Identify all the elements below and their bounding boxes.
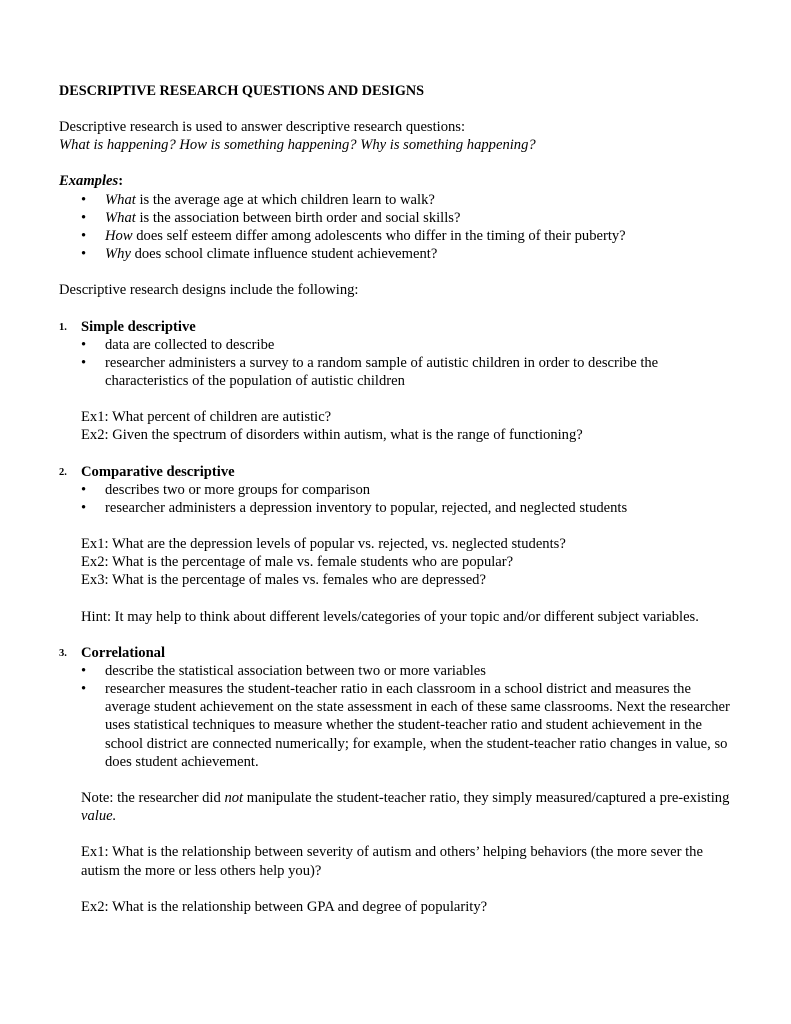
list-item: • researcher measures the student-teacher ratio in each classroom in a school district and measures the average student achievement on the state assessment in each of these same classrooms. Next the researcher uses statistical techniques to measure whether the student-teacher ratio and student achievement in the school district are connected numerically; for example, when the student-teacher ratio changes in value, so does student achievement.: [81, 681, 730, 770]
document-title: DESCRIPTIVE RESEARCH QUESTIONS AND DESIGNS: [59, 83, 425, 99]
list-item: • What is the association between birth order and social skills?: [81, 209, 461, 226]
bullet-icon: •: [81, 681, 87, 698]
section-3-bullets: [59, 662, 739, 771]
document-page: [59, 82, 739, 916]
note-text: Note: the researcher did not manipulate the student-teacher ratio, they simply measured/captured a pre-existing value.: [81, 790, 730, 825]
bullet-icon: •: [81, 246, 87, 263]
bullet-icon: •: [81, 191, 87, 208]
examples-list: [59, 191, 739, 264]
example-question: Ex1: What are the depression levels of popular vs. rejected, vs. neglected students?: [81, 536, 566, 553]
examples-heading: [59, 172, 739, 190]
list-item: • What is the average age at which children learn to walk?: [81, 191, 435, 208]
list-item: • researcher administers a survey to a random sample of autistic children in order to describe the characteristics of the population of autistic children: [81, 354, 659, 390]
example-question: Ex1: What is the relationship between severity of autism and others’ helping behaviors (the more sever the autism the more or less others help you)?: [81, 844, 703, 879]
list-item: • data are collected to describe: [81, 336, 275, 353]
designs-intro: Descriptive research designs include the following:: [59, 282, 359, 299]
examples-colon: :: [118, 173, 124, 190]
section-number: 1.: [59, 321, 67, 333]
list-item: • researcher administers a depression inventory to popular, rejected, and neglected students: [81, 499, 628, 516]
section-3-heading: [59, 644, 739, 662]
section-1-heading: [59, 318, 739, 336]
bullet-icon: •: [81, 481, 87, 498]
example-question: Ex2: What is the percentage of male vs. female students who are popular?: [81, 554, 514, 571]
example-question: Ex3: What is the percentage of males vs. females who are depressed?: [81, 572, 486, 589]
list-item: • describes two or more groups for comparison: [81, 481, 371, 498]
example-question: Ex1: What percent of children are autistic?: [81, 409, 332, 426]
section-number: 2.: [59, 466, 67, 478]
examples-label: Examples: [59, 173, 119, 190]
example-question: Ex2: What is the relationship between GPA and degree of popularity?: [81, 898, 488, 915]
intro-questions: What is happening? How is something happening? Why is something happening?: [59, 137, 536, 154]
bullet-icon: •: [81, 499, 87, 516]
list-item: • How does self esteem differ among adolescents who differ in the timing of their puberty?: [81, 228, 626, 245]
section-2-heading: [59, 463, 739, 481]
hint-text: Hint: It may help to think about different levels/categories of your topic and/or different subject variables.: [81, 608, 699, 625]
section-title: Simple descriptive: [81, 318, 196, 335]
list-item: • Why does school climate influence student achievement?: [81, 246, 438, 263]
section-number: 3.: [59, 647, 67, 659]
bullet-icon: •: [81, 354, 87, 371]
bullet-icon: •: [81, 209, 87, 226]
bullet-icon: •: [81, 228, 87, 245]
section-title: Correlational: [81, 644, 166, 661]
intro-text: Descriptive research is used to answer descriptive research questions:: [59, 119, 466, 135]
section-title: Comparative descriptive: [81, 463, 235, 480]
section-2-bullets: [59, 481, 739, 517]
bullet-icon: •: [81, 662, 87, 679]
bullet-icon: •: [81, 336, 87, 353]
list-item: • describe the statistical association between two or more variables: [81, 662, 486, 679]
example-question: Ex2: Given the spectrum of disorders within autism, what is the range of functioning?: [81, 427, 583, 444]
section-1-bullets: [59, 336, 739, 391]
